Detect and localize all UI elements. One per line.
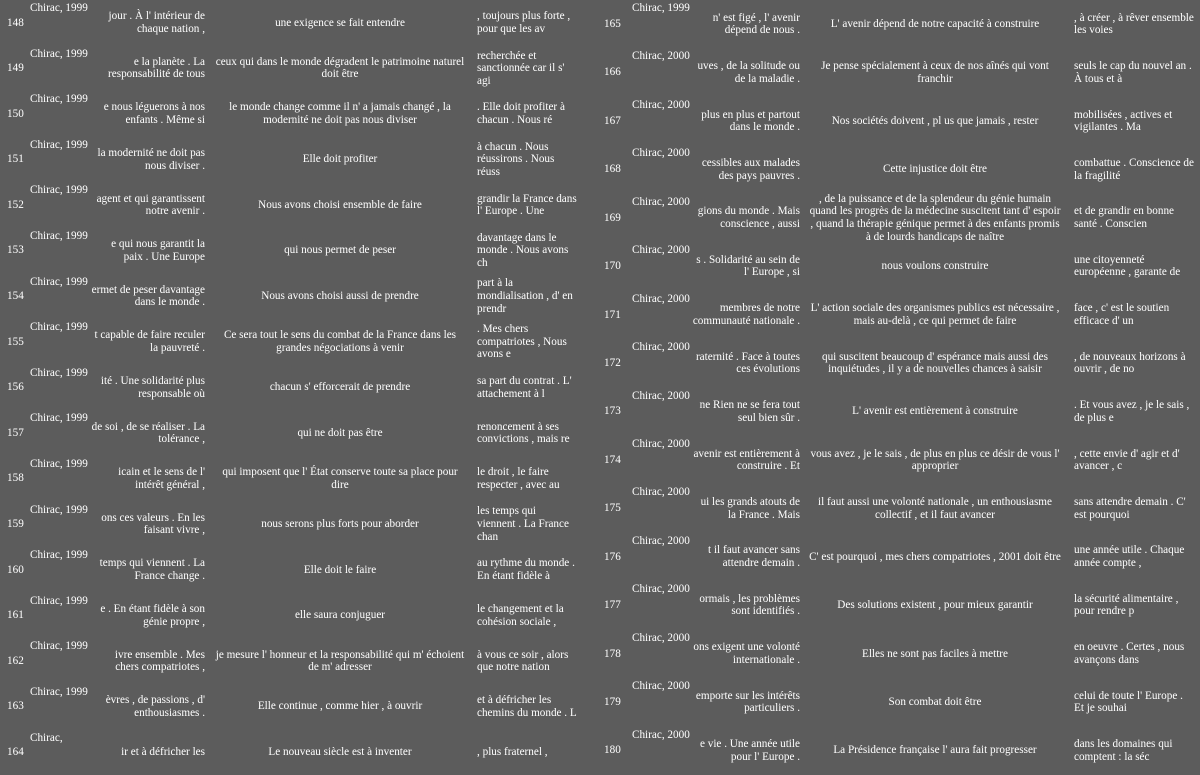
concordance-row <box>0 91 600 137</box>
right-context: à chacun . Nous réussirons . Nous réuss <box>477 140 555 178</box>
concordance-row <box>0 46 600 92</box>
left-context: ivre ensemble . Mes chers compatriotes , <box>114 648 205 674</box>
row-number: 166 <box>604 66 621 79</box>
left-context: t il faut avancer sans attendre demain . <box>708 544 800 570</box>
right-context: , de nouveaux horizons à ouvrir , de no <box>1074 350 1186 376</box>
right-context: une année utile . Chaque année compte , <box>1074 544 1185 570</box>
left-context: ermet de peser davantage dans le monde . <box>91 283 205 309</box>
right-context: , à créer , à rêver ensemble les voies <box>1074 11 1194 37</box>
keyword-segment: Elle continue , comme hier , à ouvrir <box>257 700 423 713</box>
right-context: . Mes chers compatriotes , Nous avons e <box>477 323 567 361</box>
keyword-segment: L' avenir dépend de notre capacité à construire <box>830 17 1040 30</box>
row-number: 158 <box>7 472 24 485</box>
speaker-year: Chirac, 1999 <box>30 138 88 151</box>
concordance-column-right <box>600 0 1200 775</box>
right-context: . Elle doit profiter à chacun . Nous ré <box>477 101 565 126</box>
right-context: renoncement à ses convictions , mais re <box>477 420 570 446</box>
row-number: 151 <box>7 153 24 166</box>
left-context: e la planète . La responsabilité de tous <box>108 55 205 81</box>
row-number: 160 <box>7 563 24 576</box>
row-number: 171 <box>604 308 621 321</box>
left-context: la modernité ne doit pas nous diviser . <box>97 146 205 172</box>
concordance-row <box>0 593 600 639</box>
speaker-year: Chirac, 2000 <box>632 728 690 741</box>
speaker-year: Chirac, 1999 <box>30 93 88 106</box>
row-number: 173 <box>604 405 621 418</box>
left-context: èvres , de passions , d' enthousiasmes . <box>105 694 205 719</box>
speaker-year: Chirac, 2000 <box>632 98 690 111</box>
right-context: le changement et la cohésion sociale , <box>477 602 564 628</box>
right-context: recherchée et sanctionnée car il s' agi <box>477 49 565 87</box>
speaker-year: Chirac, 2000 <box>632 583 690 596</box>
row-number: 155 <box>7 335 24 348</box>
speaker-year: Chirac, 2000 <box>632 195 690 208</box>
keyword-segment: nous serons plus forts pour aborder <box>261 518 419 531</box>
row-number: 164 <box>7 746 24 758</box>
row-number: 174 <box>604 453 621 466</box>
keyword-segment: L' avenir est entièrement à construire <box>852 405 1018 418</box>
right-context: , cette envie d' agir et d' avancer , c <box>1074 447 1180 473</box>
concordance-row <box>0 274 600 320</box>
left-context: n' est figé , l' avenir dépend de nous . <box>712 11 800 37</box>
left-context: e qui nous garantit la paix . Une Europe <box>111 238 205 263</box>
row-number: 162 <box>7 654 24 667</box>
concordance-row <box>0 365 600 411</box>
speaker-year: Chirac, 1999 <box>30 184 88 197</box>
concordance-row <box>0 456 600 502</box>
right-context: au rythme du monde . En étant fidèle à <box>477 557 575 582</box>
right-context: combattue . Conscience de la fragilité <box>1074 156 1194 182</box>
right-context: à vous ce soir , alors que notre nation <box>477 648 569 674</box>
row-number: 180 <box>604 744 621 757</box>
keyword-segment: qui ne doit pas être <box>297 426 383 439</box>
concordance-row <box>0 638 600 684</box>
keyword-segment: Son combat doit être <box>888 696 982 709</box>
right-context: en oeuvre . Certes , nous avançons dans <box>1074 641 1185 666</box>
left-context: e vie . Une année utile pour l' Europe . <box>699 738 800 763</box>
right-context: mobilisées , actives et vigilantes . Ma <box>1074 108 1173 134</box>
right-context: grandir la France dans l' Europe . Une <box>477 192 577 218</box>
left-context: ne Rien ne se fera tout seul bien sûr . <box>699 399 800 424</box>
concordance-row <box>600 194 1200 242</box>
row-number: 169 <box>604 211 621 224</box>
left-context: e . En étant fidèle à son génie propre , <box>100 602 205 628</box>
speaker-year: Chirac, 1999 <box>30 594 88 607</box>
left-context: jour . À l' intérieur de chaque nation , <box>108 10 205 35</box>
keyword-segment: le monde change comme il n' a jamais changé , la modernité ne doit pas nous diviser <box>229 101 451 126</box>
keyword-segment: elle saura conjuguer <box>294 609 386 622</box>
right-context: les temps qui viennent . La France chan <box>477 505 569 543</box>
speaker-year: Chirac, 1999 <box>30 640 88 653</box>
speaker-year: Chirac, 2000 <box>632 486 690 499</box>
speaker-year: Chirac, <box>30 731 63 744</box>
left-context: ons exigent une volonté internationale . <box>693 641 800 666</box>
row-number: 157 <box>7 426 24 439</box>
concordance-row <box>600 339 1200 387</box>
right-context: dans les domaines qui comptent : la séc <box>1074 738 1173 763</box>
concordance-row <box>0 228 600 274</box>
concordance-row <box>600 727 1200 775</box>
concordance-row <box>0 730 600 775</box>
keyword-segment: qui suscitent beaucoup d' espérance mais aussi des inquiétudes , il y a de nouvelles chances à saisir <box>821 350 1048 376</box>
speaker-year: Chirac, 1999 <box>632 2 690 14</box>
row-number: 179 <box>604 696 621 709</box>
left-context: avenir est entièrement à construire . Et <box>693 447 800 473</box>
left-context: de soi , de se réaliser . La tolérance , <box>91 420 205 446</box>
speaker-year: Chirac, 2000 <box>632 680 690 693</box>
row-number: 163 <box>7 700 24 713</box>
speaker-year: Chirac, 2000 <box>632 437 690 450</box>
right-context: sa part du contrat . L' attachement à l <box>477 374 572 400</box>
right-context: le droit , le faire respecter , avec au <box>477 466 560 491</box>
keyword-segment: ceux qui dans le monde dégradent le patrimoine naturel doit être <box>215 55 465 81</box>
keyword-segment: vous avez , je le sais , de plus en plus ce désir de vous l' approprier <box>810 447 1060 473</box>
speaker-year: Chirac, 2000 <box>632 147 690 160</box>
left-context: plus en plus et partout dans le monde . <box>701 108 800 134</box>
left-context: agent et qui garantissent notre avenir . <box>96 192 205 218</box>
right-context: et de grandir en bonne santé . Conscien <box>1074 205 1175 230</box>
speaker-year: Chirac, 2000 <box>632 50 690 63</box>
row-number: 153 <box>7 244 24 257</box>
row-number: 176 <box>604 550 621 563</box>
row-number: 172 <box>604 356 621 369</box>
right-context: la sécurité alimentaire , pour rendre p <box>1074 592 1179 618</box>
speaker-year: Chirac, 2000 <box>632 341 690 354</box>
concordance-row <box>600 533 1200 581</box>
row-number: 165 <box>604 17 621 30</box>
concordance-row <box>600 630 1200 678</box>
speaker-year: Chirac, 1999 <box>30 229 88 242</box>
speaker-year: Chirac, 1999 <box>30 321 88 334</box>
left-context: t capable de faire reculer la pauvreté . <box>94 329 205 354</box>
row-number: 167 <box>604 114 621 127</box>
keyword-segment: Cette injustice doit être <box>882 163 988 176</box>
right-context: une citoyenneté européenne , garante de <box>1074 253 1181 279</box>
speaker-year: Chirac, 1999 <box>30 47 88 60</box>
right-context: sans attendre demain . C' est pourquoi <box>1074 496 1186 521</box>
speaker-year: Chirac, 1999 <box>30 685 88 698</box>
right-context: et à défricher les chemins du monde . L <box>477 694 577 719</box>
keyword-segment: Nos sociétés doivent , pl us que jamais , rester <box>831 114 1039 127</box>
keyword-segment: chacun s' efforcerait de prendre <box>269 381 411 394</box>
concordance-row <box>600 97 1200 145</box>
row-number: 170 <box>604 260 621 273</box>
concordance-row <box>0 502 600 548</box>
speaker-year: Chirac, 1999 <box>30 457 88 470</box>
row-number: 178 <box>604 647 621 660</box>
right-context: davantage dans le monde . Nous avons ch <box>477 231 569 270</box>
concordance-row <box>600 484 1200 532</box>
speaker-year: Chirac, 1999 <box>30 2 88 14</box>
row-number: 156 <box>7 381 24 394</box>
keyword-segment: Je pense spécialement à ceux de nos aînés qui vont franchir <box>821 60 1049 85</box>
right-context: seuls le cap du nouvel an . À tous et à <box>1074 60 1192 85</box>
speaker-year: Chirac, 2000 <box>632 244 690 257</box>
left-context: gions du monde . Mais conscience , aussi <box>697 205 800 230</box>
right-context: . Et vous avez , je le sais , de plus e <box>1074 399 1190 424</box>
concordance-row <box>0 547 600 593</box>
keyword-segment: nous voulons construire <box>881 260 989 273</box>
concordance-row <box>0 410 600 456</box>
keyword-segment: Nous avons choisi aussi de prendre <box>261 290 419 303</box>
keyword-segment: L' action sociale des organismes publics est nécessaire , mais au-delà , ce qui permet de faire <box>810 302 1060 327</box>
speaker-year: Chirac, 1999 <box>30 412 88 425</box>
keyword-segment: Elle doit profiter <box>302 153 378 166</box>
left-context: temps qui viennent . La France change . <box>99 557 205 582</box>
keyword-segment: C' est pourquoi , mes chers compatriotes , 2001 doit être <box>809 550 1061 563</box>
keyword-segment: La Présidence française l' aura fait progresser <box>833 744 1037 757</box>
right-context: celui de toute l' Europe . Et je souhai <box>1074 689 1183 715</box>
left-context: membres de notre communauté nationale . <box>692 302 800 327</box>
concordance-row <box>600 48 1200 96</box>
keyword-segment: Elle doit le faire <box>303 563 377 576</box>
speaker-year: Chirac, 1999 <box>30 275 88 288</box>
left-context: ité . Une solidarité plus responsable où <box>100 374 205 400</box>
left-context: cessibles aux malades des pays pauvres . <box>701 156 800 182</box>
keyword-segment: il faut aussi une volonté nationale , un enthousiasme collectif , et il faut avancer <box>818 496 1052 521</box>
row-number: 148 <box>7 16 24 29</box>
left-context: icain et le sens de l' intérêt général , <box>118 466 205 491</box>
concordance-row <box>600 581 1200 629</box>
keyword-segment: qui imposent que l' État conserve toute sa place pour dire <box>222 466 458 491</box>
row-number: 161 <box>7 609 24 622</box>
left-context: ormais , les problèmes sont identifiés . <box>699 592 800 618</box>
left-context: ir et à défricher les <box>121 746 205 758</box>
keyword-segment: Le nouveau siècle est à inventer <box>268 746 412 758</box>
row-number: 150 <box>7 107 24 120</box>
right-context: face , c' est le soutien efficace d' un <box>1074 302 1170 327</box>
left-context: ons ces valeurs . En les faisant vivre , <box>101 511 205 537</box>
keyword-segment: , de la puissance et de la splendeur du génie humain quand les progrès de la médecine suscitent tant d' espoir , quand la thérapie génique permet à des enfants promis à de lourds handicaps de naître <box>809 193 1061 243</box>
concordance-row <box>600 145 1200 193</box>
speaker-year: Chirac, 2000 <box>632 534 690 547</box>
concordance-row <box>600 388 1200 436</box>
row-number: 168 <box>604 163 621 176</box>
concordance-row <box>0 182 600 228</box>
left-context: s . Solidarité au sein de l' Europe , si <box>696 253 800 279</box>
right-context: , toujours plus forte , pour que les av <box>477 10 571 35</box>
keyword-segment: une exigence se fait entendre <box>275 16 405 29</box>
left-context: ui les grands atouts de la France . Mais <box>700 496 800 521</box>
speaker-year: Chirac, 2000 <box>632 631 690 644</box>
speaker-year: Chirac, 1999 <box>30 503 88 516</box>
keyword-segment: je mesure l' honneur et la responsabilité qui m' échoient de m' adresser <box>215 648 465 674</box>
right-context: , plus fraternel , <box>477 746 548 758</box>
concordance-row <box>600 436 1200 484</box>
speaker-year: Chirac, 2000 <box>632 292 690 305</box>
speaker-year: Chirac, 1999 <box>30 549 88 562</box>
concordance-row <box>600 0 1200 48</box>
keyword-segment: Des solutions existent , pour mieux garantir <box>837 599 1033 612</box>
concordance-row <box>0 137 600 183</box>
concordance-row <box>600 242 1200 290</box>
row-number: 154 <box>7 290 24 303</box>
left-context: raternité . Face à toutes ces évolutions <box>695 350 800 376</box>
concordance-row <box>0 0 600 46</box>
keyword-segment: Nous avons choisi ensemble de faire <box>258 198 422 211</box>
concordance-row <box>600 678 1200 726</box>
keyword-segment: qui nous permet de peser <box>284 244 396 257</box>
right-context: part à la mondialisation , d' en prendr <box>477 277 573 315</box>
speaker-year: Chirac, 1999 <box>30 366 88 379</box>
row-number: 149 <box>7 62 24 75</box>
concordance-row <box>0 684 600 730</box>
concordance-row <box>0 319 600 365</box>
concordance-row <box>600 291 1200 339</box>
left-context: uves , de la solitude ou de la maladie . <box>697 60 800 85</box>
row-number: 177 <box>604 599 621 612</box>
left-context: emporte sur les intérêts particuliers . <box>695 689 800 715</box>
left-context: e nous léguerons à nos enfants . Même si <box>103 101 205 126</box>
row-number: 159 <box>7 518 24 531</box>
row-number: 152 <box>7 198 24 211</box>
row-number: 175 <box>604 502 621 515</box>
keyword-segment: Ce sera tout le sens du combat de la France dans les grandes négociations à venir <box>223 329 457 354</box>
keyword-segment: Elles ne sont pas faciles à mettre <box>861 647 1008 660</box>
speaker-year: Chirac, 2000 <box>632 389 690 402</box>
